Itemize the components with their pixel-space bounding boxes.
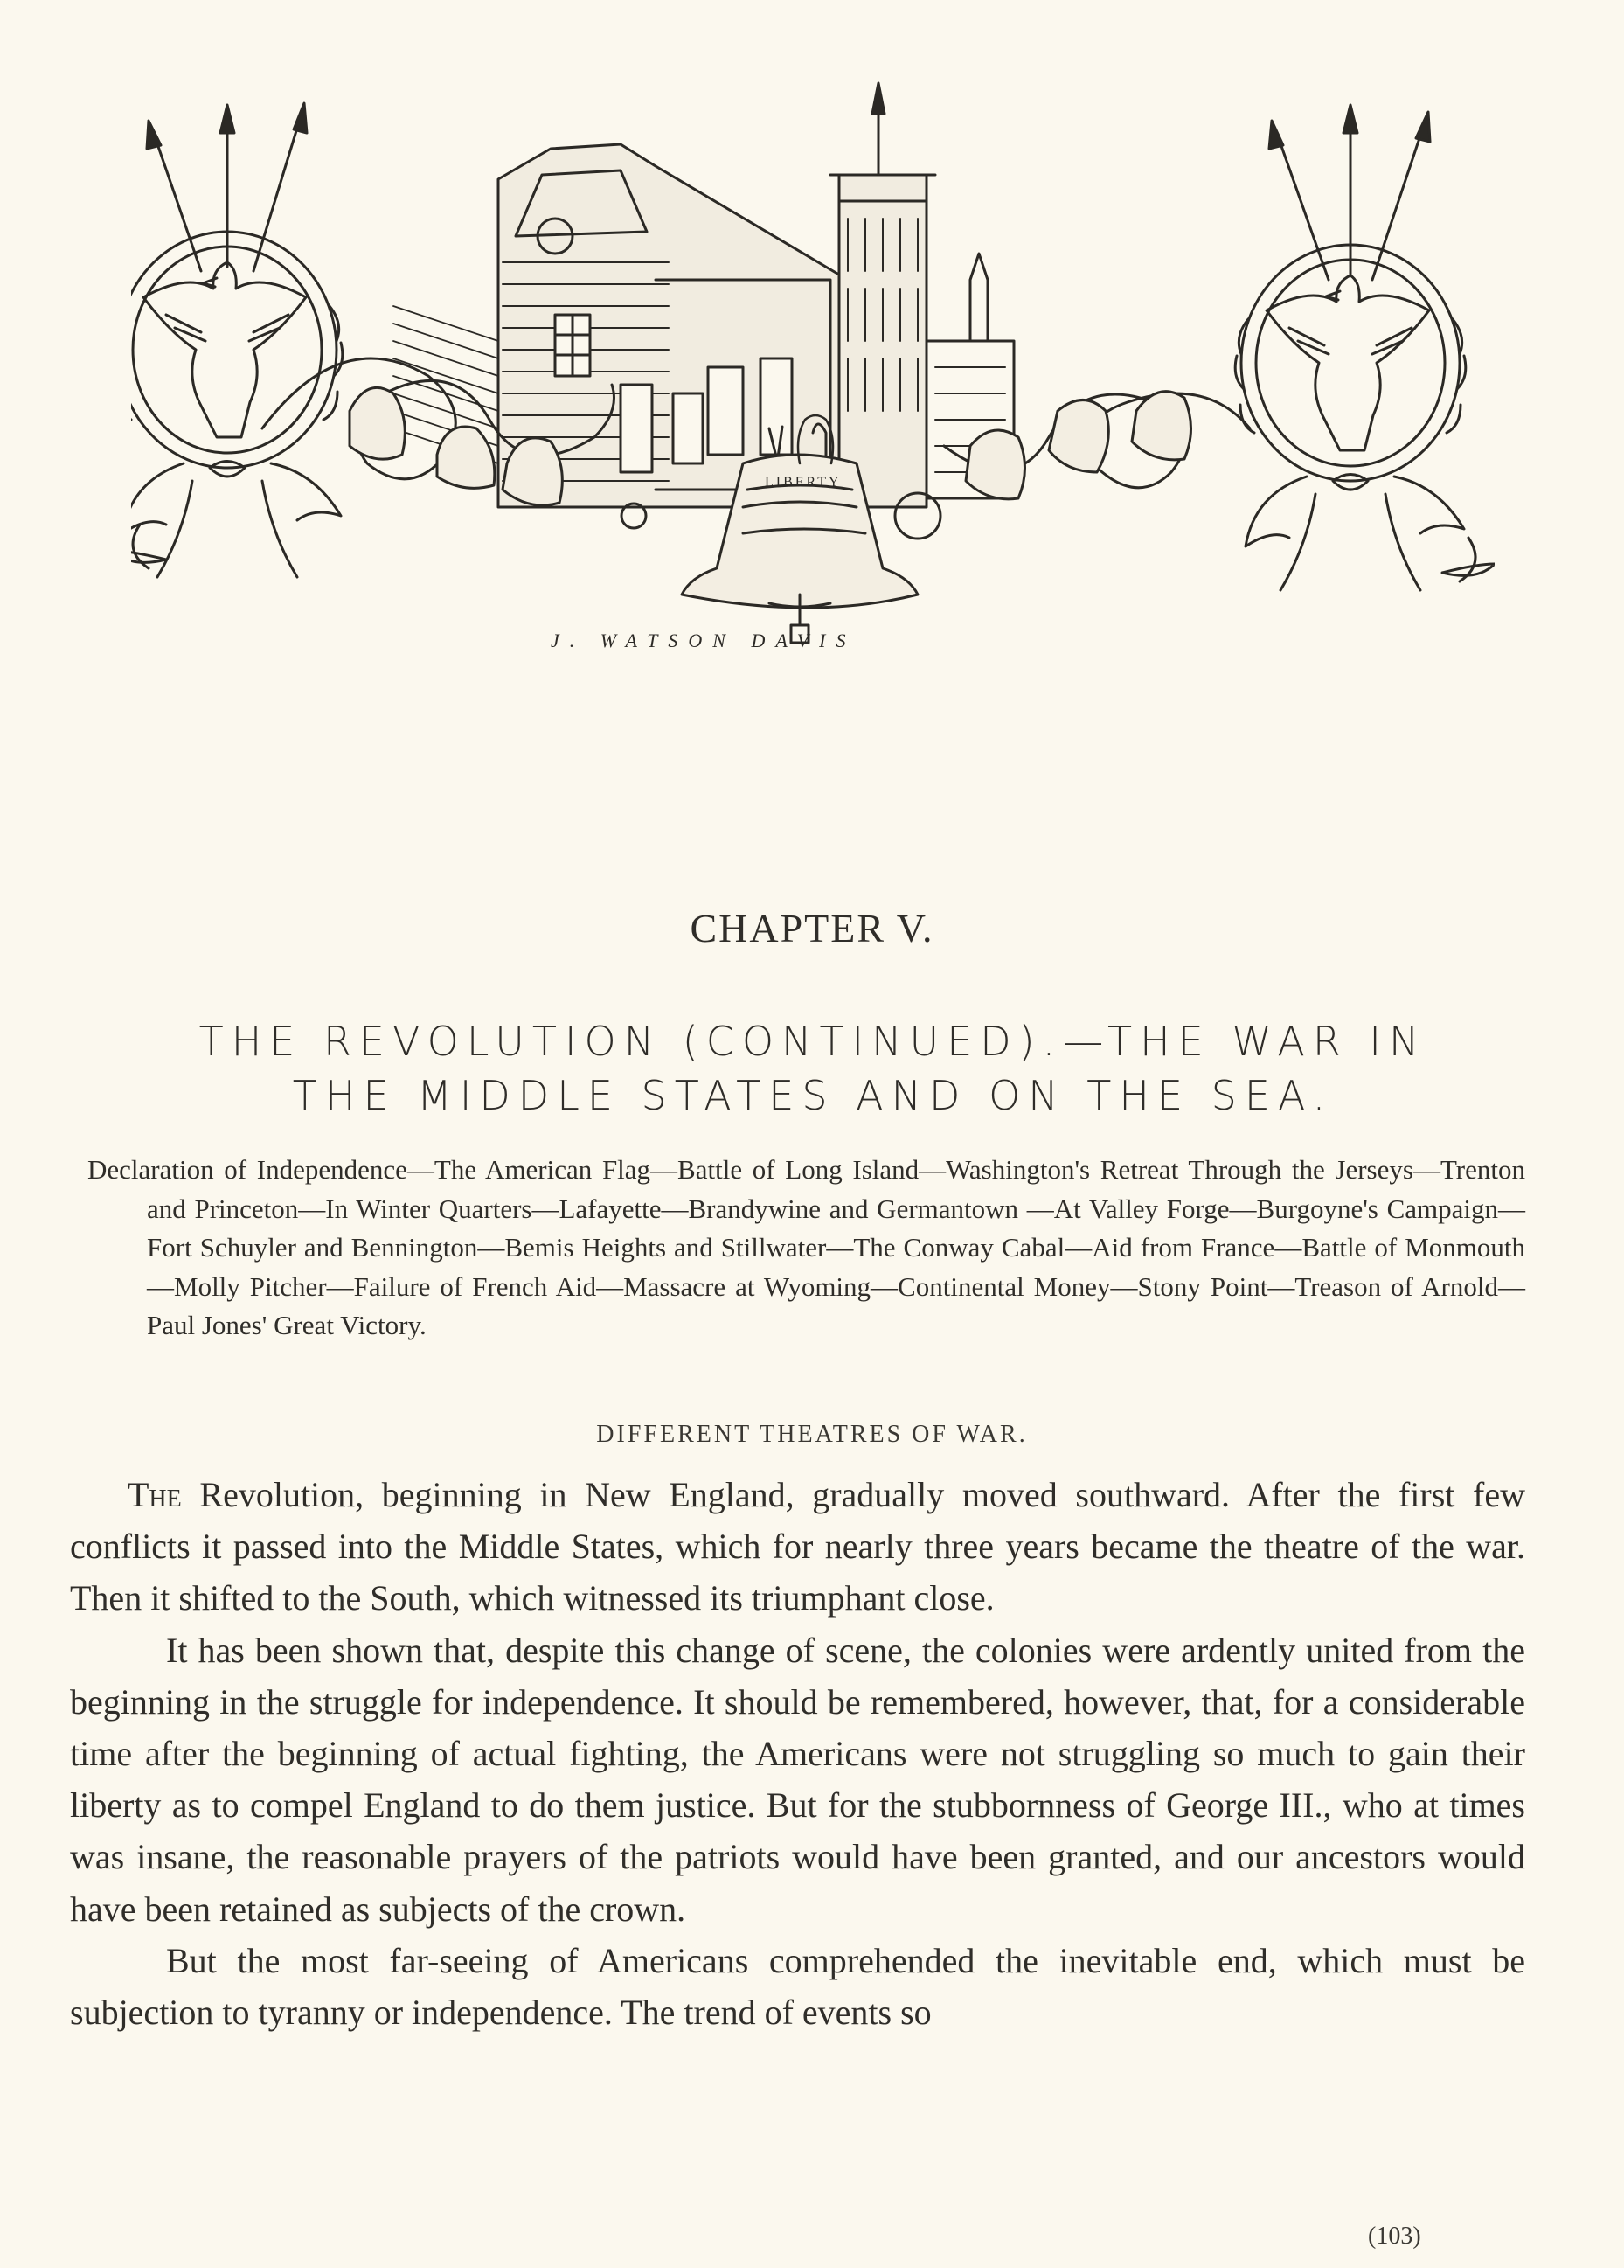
- chapter-title: CHAPTER V.: [690, 906, 934, 950]
- paragraph-2: It has been shown that, despite this change of scene, the colonies were ardently united from the beginning in the struggle for independence. It should be remembered, however, that, for a considerable time after the beginning of actual fighting, the Americans were not struggling so much to gain their liberty as to compel England to do them justice. But for the stubbornness of George III., who at times was insane, the reasonable prayers of the patriots would have been granted, and our ancestors would have been retained as subjects of the crown.: [70, 1630, 1525, 1929]
- right-eagle-emblem: [1235, 105, 1495, 590]
- left-eagle-icon: [143, 262, 306, 437]
- engraver-signature: J. WATSON DAVIS: [551, 630, 857, 651]
- subtitle-line-2: THE MIDDLE STATES AND ON THE SEA.: [292, 1072, 1334, 1119]
- chapter-subtitle: [79, 1014, 1547, 1123]
- chapter-summary: Declaration of Independence—The American Flag—Battle of Long Island—Washington's Retreat Through the Jerseys—Trenton and Princeton—In Winter Quarters—Lafayette—Brandywine and Germantown —At Valley Forge—Burgoyne's Campaign—Fort Schuyler and Bennington—Bemis Heights and Stillwater—The Conway Cabal—Aid from France—Battle of Monmouth—Molly Pitcher—Failure of French Aid—Massacre at Wyoming—Continental Money—Stony Point—Treason of Arnold—Paul Jones' Great Victory.: [87, 1154, 1525, 1341]
- right-eagle-icon: [1267, 275, 1429, 450]
- body-text: [70, 1469, 1525, 2038]
- subtitle-line-1: THE REVOLUTION (CONTINUED).—THE WAR IN: [198, 1018, 1427, 1065]
- left-eagle-emblem: [131, 103, 343, 577]
- paragraph-3: But the most far-seeing of Americans comprehended the inevitable end, which must be subjection to tyranny or independence. The trend of events so: [70, 1940, 1525, 2033]
- paragraph-1: [70, 1469, 1525, 1624]
- left-laurel-wreath-icon: [131, 232, 343, 468]
- bell-inscription: LIBERTY: [765, 475, 842, 490]
- paragraph-1-lead: The: [128, 1475, 182, 1514]
- section-heading: DIFFERENT THEATRES OF WAR.: [596, 1421, 1028, 1448]
- left-ribbon-bow-icon: [131, 462, 341, 578]
- right-ribbon-bow-icon: [1246, 475, 1495, 591]
- page-number: (103): [1368, 2223, 1421, 2250]
- right-arrows-icon: [1269, 105, 1430, 280]
- right-laurel-wreath-icon: [1235, 245, 1466, 481]
- headpiece-illustration: [131, 79, 1495, 691]
- paragraph-1-text: Revolution, beginning in New England, gradually moved southward. After the first few conflicts it passed into the Middle States, which for nearly three years became the theatre of the war. Then it shifted to the South, which witnessed its triumphant close.: [70, 1475, 1525, 1618]
